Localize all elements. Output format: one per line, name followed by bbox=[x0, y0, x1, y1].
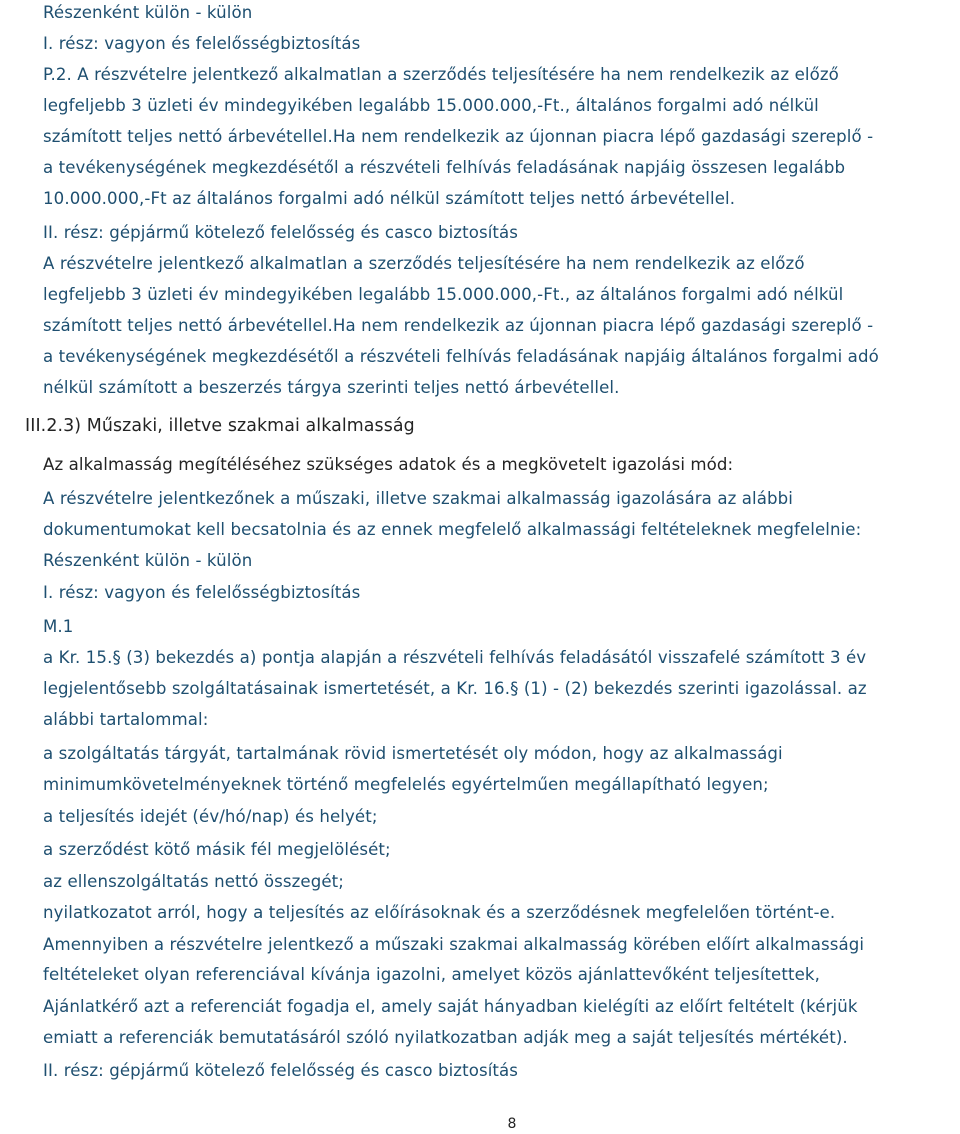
text-line: számított teljes nettó árbevétellel.Ha nem rendelkezik az újonnan piacra lépő gazdasági szereplő - bbox=[43, 316, 874, 335]
text-line: legfeljebb 3 üzleti év mindegyikében legalább 15.000.000,-Ft., általános forgalmi adó nélkül bbox=[43, 96, 819, 115]
text-line: Részenként külön - külön bbox=[43, 551, 253, 570]
text-line: I. rész: vagyon és felelősségbiztosítás bbox=[43, 583, 361, 602]
text-line: Ajánlatkérő azt a referenciát fogadja el, amely saját hányadban kielégíti az előírt feltételt (kérjük bbox=[43, 997, 858, 1016]
text-line: az ellenszolgáltatás nettó összegét; bbox=[43, 872, 344, 891]
text-line: minimumkövetelményeknek történő megfelelés egyértelműen megállapítható legyen; bbox=[43, 775, 769, 794]
text-line: II. rész: gépjármű kötelező felelősség és casco biztosítás bbox=[43, 223, 519, 242]
text-line: I. rész: vagyon és felelősségbiztosítás bbox=[43, 34, 361, 53]
text-line: alábbi tartalommal: bbox=[43, 710, 209, 729]
section-heading: III.2.3) Műszaki, illetve szakmai alkalmasság bbox=[25, 416, 415, 436]
text-line: A részvételre jelentkezőnek a műszaki, illetve szakmai alkalmasság igazolására az alábbi bbox=[43, 489, 794, 508]
text-line: feltételeket olyan referenciával kívánja igazolni, amelyet közös ajánlattevőként teljesítettek, bbox=[43, 965, 820, 984]
text-line: Részenként külön - külön bbox=[43, 3, 253, 22]
text-line: a teljesítés idejét (év/hó/nap) és helyét; bbox=[43, 807, 378, 826]
text-line: emiatt a referenciák bemutatásáról szóló nyilatkozatban adják meg a saját teljesítés mértékét). bbox=[43, 1028, 848, 1047]
text-line: dokumentumokat kell becsatolnia és az ennek megfelelő alkalmassági feltételeknek megfelelnie: bbox=[43, 520, 862, 539]
text-line: a szolgáltatás tárgyát, tartalmának rövid ismertetését oly módon, hogy az alkalmassági bbox=[43, 744, 783, 763]
text-line: a szerződést kötő másik fél megjelölését; bbox=[43, 840, 391, 859]
text-line: II. rész: gépjármű kötelező felelősség és casco biztosítás bbox=[43, 1061, 519, 1080]
text-line: P.2. A részvételre jelentkező alkalmatlan a szerződés teljesítésére ha nem rendelkezik az előző bbox=[43, 65, 839, 84]
text-line: M.1 bbox=[43, 617, 74, 636]
text-line: A részvételre jelentkező alkalmatlan a szerződés teljesítésére ha nem rendelkezik az előző bbox=[43, 254, 805, 273]
subheading: Az alkalmasság megítéléséhez szükséges adatok és a megkövetelt igazolási mód: bbox=[43, 455, 734, 474]
text-line: számított teljes nettó árbevétellel.Ha nem rendelkezik az újonnan piacra lépő gazdasági szereplő - bbox=[43, 127, 874, 146]
text-line: 10.000.000,-Ft az általános forgalmi adó nélkül számított teljes nettó árbevétellel. bbox=[43, 189, 736, 208]
text-line: a tevékenységének megkezdésétől a részvételi felhívás feladásának napjáig általános forgalmi adó bbox=[43, 347, 879, 366]
text-line: a tevékenységének megkezdésétől a részvételi felhívás feladásának napjáig összesen legalább bbox=[43, 158, 846, 177]
text-line: a Kr. 15.§ (3) bekezdés a) pontja alapján a részvételi felhívás feladásától visszafelé számított 3 év bbox=[43, 648, 867, 667]
page-number: 8 bbox=[507, 1116, 517, 1132]
text-line: Amennyiben a részvételre jelentkező a műszaki szakmai alkalmasság körében előírt alkalmassági bbox=[43, 935, 865, 954]
text-line: nélkül számított a beszerzés tárgya szerinti teljes nettó árbevétellel. bbox=[43, 378, 620, 397]
text-line: legfeljebb 3 üzleti év mindegyikében legalább 15.000.000,-Ft., az általános forgalmi adó nélkül bbox=[43, 285, 844, 304]
text-line: legjelentősebb szolgáltatásainak ismertetését, a Kr. 16.§ (1) - (2) bekezdés szerinti igazolással. az bbox=[43, 679, 867, 698]
text-line: nyilatkozatot arról, hogy a teljesítés az előírásoknak és a szerződésnek megfelelően történt-e. bbox=[43, 903, 836, 922]
